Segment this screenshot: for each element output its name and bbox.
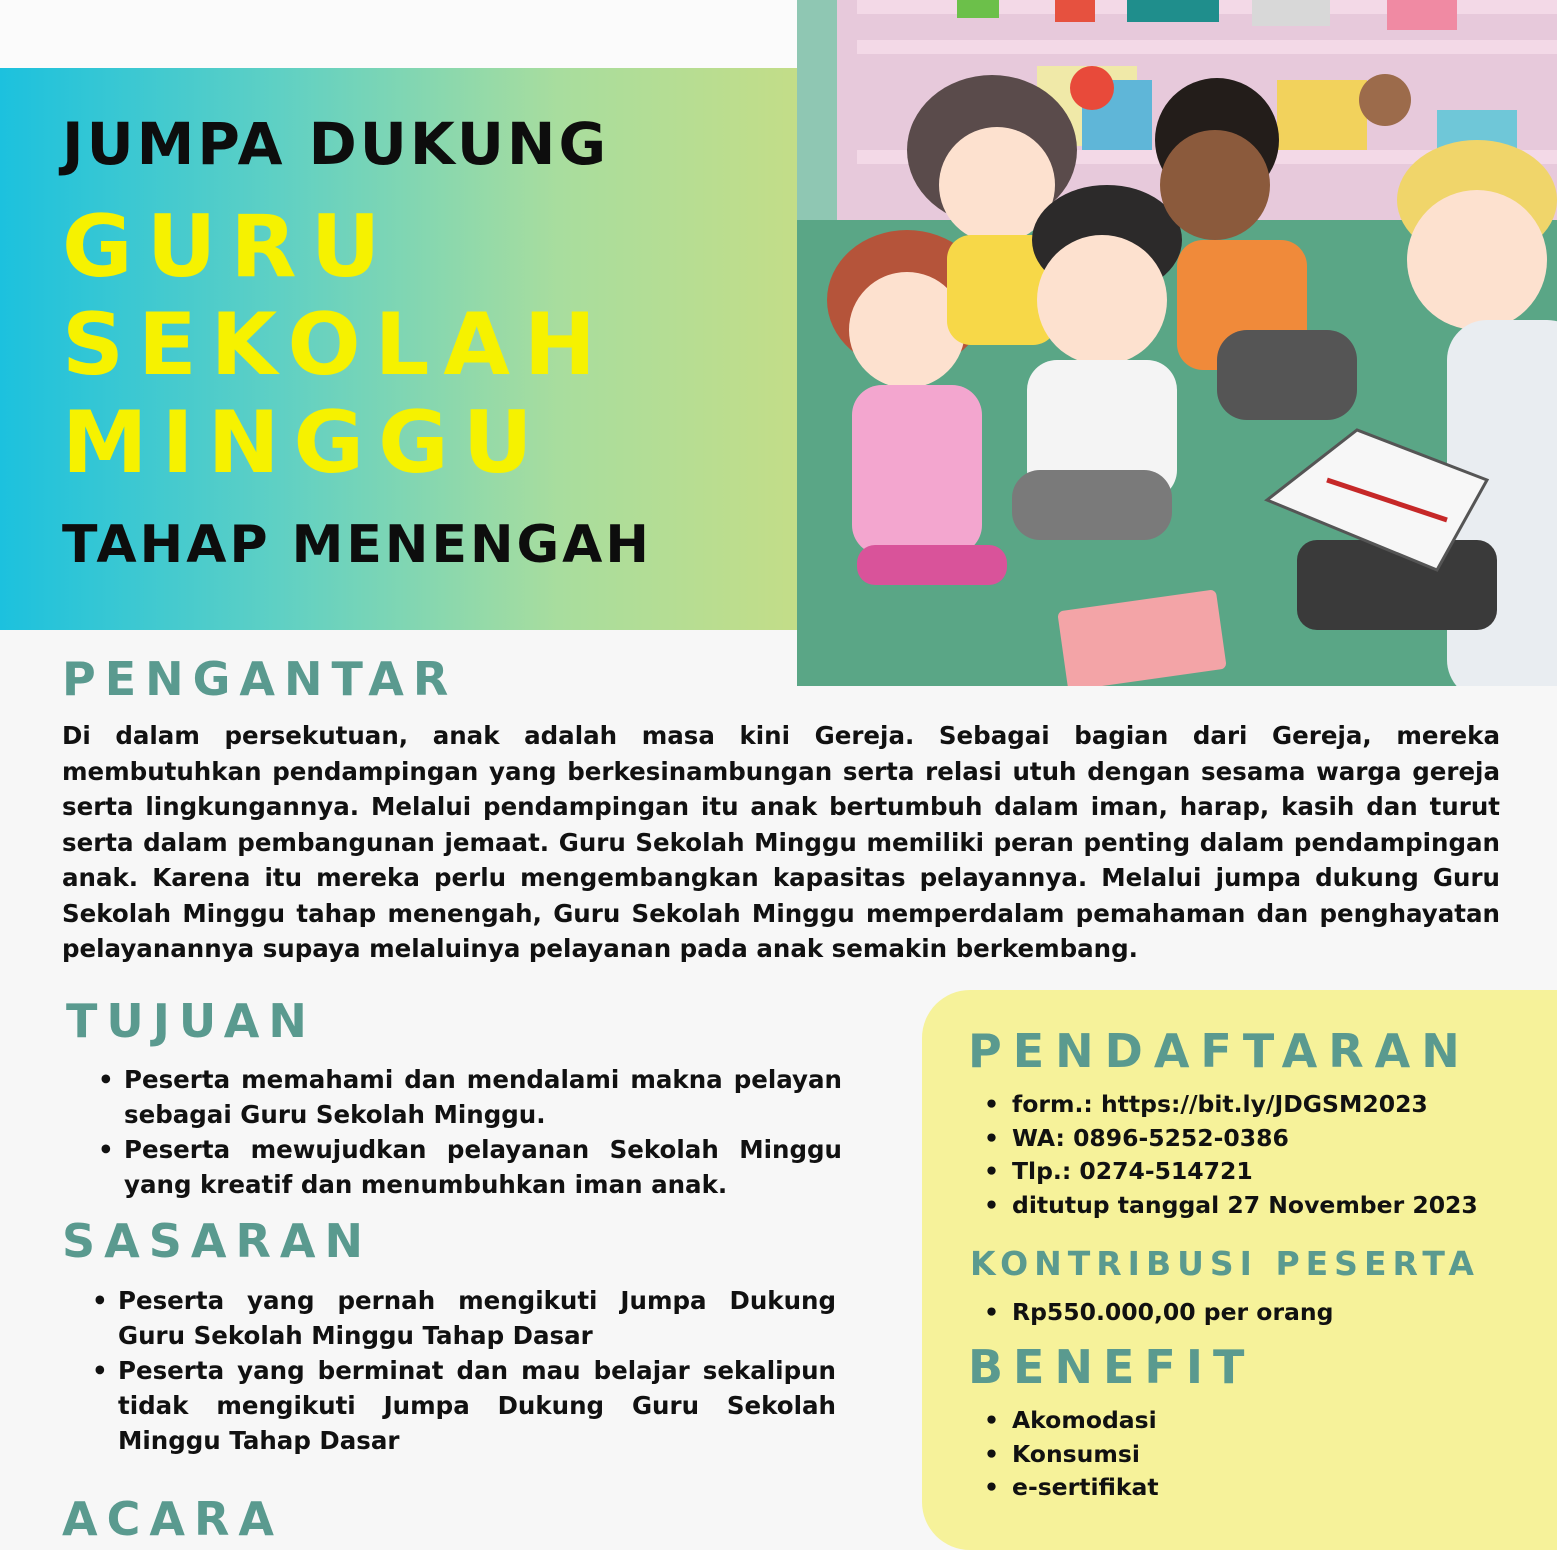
section-heading-tujuan: TUJUAN bbox=[66, 994, 316, 1048]
intro-paragraph: Di dalam persekutuan, anak adalah masa kini Gereja. Sebagai bagian dari Gereja, mereka membutuhkan pendampingan yang berkesinambungan serta relasi utuh dengan sesama warga gereja serta lingkungannya. Melalui pendampingan itu anak bertumbuh dalam iman, harap, kasih dan turut serta dalam pembangunan jemaat. Guru Sekolah Minggu memiliki peran penting dalam pendampingan anak. Karena itu mereka perlu mengembangkan kapasitas pelayannya. Melalui jumpa dukung Guru Sekolah Minggu tahap menengah, Guru Sekolah Minggu memperdalam pemahaman dan penghayatan pelayanannya supaya melaluinya pelayanan pada anak semakin berkembang. bbox=[62, 721, 1500, 963]
hero-title-line: GURU bbox=[62, 197, 395, 297]
section-heading-pengantar: PENGANTAR bbox=[62, 652, 458, 706]
section-heading-benefit: BENEFIT bbox=[968, 1340, 1255, 1394]
section-heading-sasaran: SASARAN bbox=[62, 1214, 372, 1268]
top-strip bbox=[0, 0, 797, 68]
hero-subtitle: TAHAP MENENGAH bbox=[62, 515, 652, 575]
list-item: • Peserta mewujudkan pelayanan Sekolah Minggu yang kreatif dan menumbuhkan iman anak. bbox=[94, 1132, 842, 1202]
section-heading-kontribusi: KONTRIBUSI PESERTA bbox=[970, 1244, 1480, 1283]
sasaran-list bbox=[88, 1283, 836, 1458]
list-item: • Peserta yang pernah mengikuti Jumpa Dukung Guru Sekolah Minggu Tahap Dasar bbox=[88, 1283, 836, 1353]
list-item: • Konsumsi bbox=[980, 1438, 1540, 1472]
registration-deadline: • ditutup tanggal 27 November 2023 bbox=[980, 1189, 1540, 1223]
list-item: • Peserta yang berminat dan mau belajar sekalipun tidak mengikuti Jumpa Dukung Guru Sekolah Minggu Tahap Dasar bbox=[88, 1353, 836, 1458]
tujuan-list bbox=[94, 1062, 842, 1202]
list-item: • Rp550.000,00 per orang bbox=[980, 1296, 1540, 1330]
hero-title-line: SEKOLAH bbox=[62, 295, 610, 395]
registration-form-link[interactable]: • form.: https://bit.ly/JDGSM2023 bbox=[980, 1088, 1540, 1122]
benefit-list bbox=[980, 1404, 1540, 1505]
section-heading-pendaftaran: PENDAFTARAN bbox=[968, 1024, 1471, 1078]
pendaftaran-list bbox=[980, 1088, 1540, 1222]
kontribusi-list bbox=[980, 1296, 1540, 1330]
hero-kicker: JUMPA DUKUNG bbox=[62, 110, 610, 178]
hero-title-line: MINGGU bbox=[62, 393, 547, 493]
hero-title bbox=[62, 198, 610, 492]
phone-contact: • Tlp.: 0274-514721 bbox=[980, 1155, 1540, 1189]
classroom-illustration bbox=[797, 0, 1557, 686]
list-item: • e-sertifikat bbox=[980, 1471, 1540, 1505]
list-item: • Akomodasi bbox=[980, 1404, 1540, 1438]
list-item: • Peserta memahami dan mendalami makna pelayan sebagai Guru Sekolah Minggu. bbox=[94, 1062, 842, 1132]
section-heading-acara: ACARA bbox=[62, 1492, 283, 1546]
whatsapp-contact: • WA: 0896-5252-0386 bbox=[980, 1122, 1540, 1156]
